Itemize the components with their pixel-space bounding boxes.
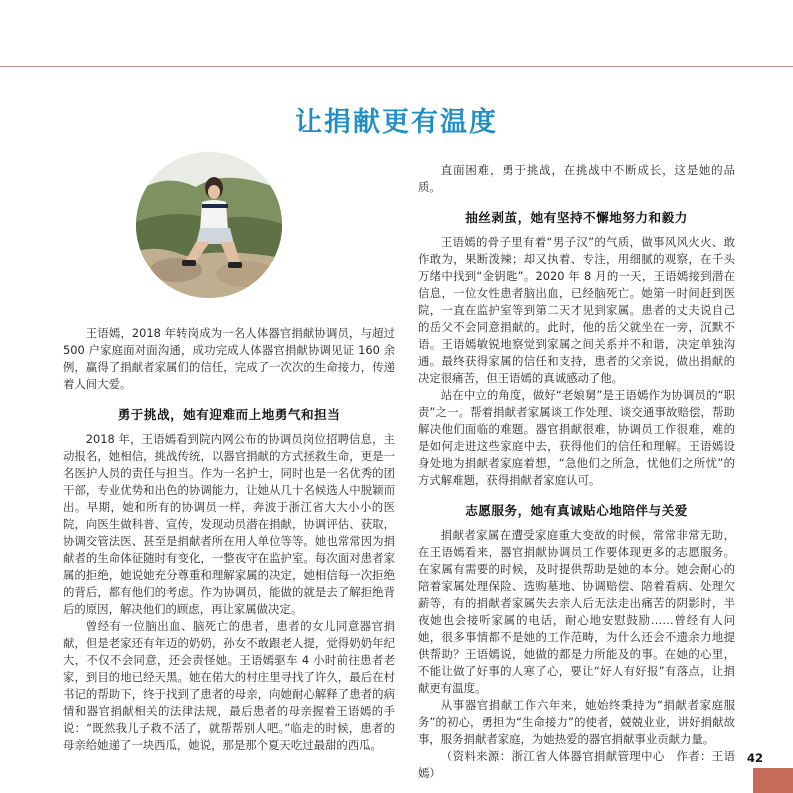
- article-title: 让捐献更有温度: [295, 107, 498, 138]
- top-rule: [0, 66, 793, 67]
- portrait-photo: [136, 152, 282, 298]
- page-number: 42: [746, 751, 763, 765]
- body-paragraph-continued: 直面困难，勇于挑战，在挑战中不断成长，这是她的品质。: [418, 163, 735, 194]
- corner-color-strip: [753, 768, 793, 793]
- body-paragraph: 2018 年，王语嫣看到院内网公布的协调员岗位招聘信息，主动报名，她相信，挑战传统，以器官捐献的方式拯救生命，更是一名医护人员的责任与担当。作为一名护士，同时也是一名优秀的团干部，专业优势和出色的协调能力，让她从几十名候选人中脱颖而出。早期，她和所有的协调员一样，奔波于浙江省大大小小的医院，向医生做科普、宣传，发现动员潜在捐献，协调评估、获取，协调交管法医、甚至是捐献者所在用人单位等等。她也常常因为捐献者的生命体征随时有变化，一整夜守在监护室。每次面对患者家属的拒绝，她说她充分尊重和理解家属的决定，她相信每一次拒绝的背后，都有他们的考虑。作为协调员，能做的就是去了解拒绝背后的原因，解决他们的顾虑，再让家属做决定。: [63, 432, 395, 616]
- body-paragraph: 王语嫣的骨子里有着“男子汉”的气质，做事风风火火、敢作敢为，果断泼辣；却又执着、专注，用细腻的观察，在千头万绪中找到“金钥匙”。2020 年 8 月的一天，王语嫣接到潜在信息，一位女性患者脑出血，已经脑死亡。她第一时间赶到医院，一直在监护室等到第二天才见到家属。患者的丈夫说自己的岳父不会同意捐献的。此时，他的岳父就坐在一旁，沉默不语。王语嫣敏锐地察觉到家属之间关系并不和谐，决定单独沟通。最终获得家属的信任和支持，患者的父亲说，做出捐献的决定很痛苦，但王语嫣的真诚感动了他。: [418, 235, 735, 385]
- body-paragraph: 捐献者家属在遭受家庭重大变故的时候，常常非常无助，在王语嫣看来，器官捐献协调员工作要体现更多的志愿服务。在家属有需要的时候，及时提供帮助是她的本分。她会耐心的陪着家属处理保险、选购墓地、协调赔偿、陪着看病、处理欠薪等，有的捐献者家属失去亲人后无法走出痛苦的阴影时，半夜她也会接听家属的电话，耐心地安慰鼓励……曾经有人问她，很多事情都不是她的工作范畴，为什么还会不遗余力地提供帮助？王语嫣说，她做的都是力所能及的事。在她的心里，不能让做了好事的人寒了心，要让“好人有好报”有落点，让捐献更有温度。: [418, 528, 735, 695]
- body-paragraph: 站在中立的角度，做好“老娘舅”是王语嫣作为协调员的“职责”之一。帮着捐献者家属谈工作处理、谈交通事故赔偿，帮助解决他们面临的难题。器官捐献很难，协调员工作很难，难的是如何走进这些家庭中去，获得他们的信任和理解。王语嫣设身处地为捐献者家庭着想，“急他们之所急，忧他们之所忧”的方式解难题，获得捐献者家庭认可。: [418, 388, 735, 487]
- source-credit: （资料来源：浙江省人体器官捐献管理中心 作者：王语嫣）: [418, 749, 735, 780]
- right-column: [418, 162, 735, 782]
- left-column: [63, 325, 395, 754]
- intro-paragraph: 王语嫣，2018 年转岗成为一名人体器官捐献协调员，与超过 500 户家庭面对面沟通，成功完成人体器官捐献协调见证 160 余例，赢得了捐献者家属们的信任，完成了一次次的生命接力，传递着人间大爱。: [63, 326, 395, 391]
- section-heading-volunteer: 志愿服务，她有真诚贴心地陪伴与关爱: [465, 503, 688, 518]
- body-paragraph: 曾经有一位脑出血、脑死亡的患者，患者的女儿同意器官捐献，但是老家还有年迈的奶奶，孙女不敢跟老人提，觉得奶奶年纪大，不仅不会同意，还会责怪她。王语嫣驱车 4 小时前往患者老家，到目的地已经天黑。她在偌大的村庄里寻找了许久，最后在村书记的帮助下，终于找到了患者的母亲，向她耐心解释了患者的病情和器官捐献相关的法律法规，最后患者的母亲握着王语嫣的手说：“既然我儿子救不活了，就帮帮别人吧。”临走的时候，患者的母亲给她递了一块西瓜，她说，那是那个夏天吃过最甜的西瓜。: [63, 619, 395, 752]
- body-paragraph: 从事器官捐献工作六年来，她始终秉持为“捐献者家庭服务”的初心，勇担为“生命接力”的使者，兢兢业业，讲好捐献故事，服务捐献者家庭，为她热爱的器官捐献事业贡献力量。: [418, 698, 735, 746]
- section-heading-challenge: 勇于挑战，她有迎难而上地勇气和担当: [117, 407, 341, 422]
- section-heading-persistence: 抽丝剥茧，她有坚持不懈地努力和毅力: [465, 210, 688, 225]
- portrait-photo-icon: [136, 152, 282, 298]
